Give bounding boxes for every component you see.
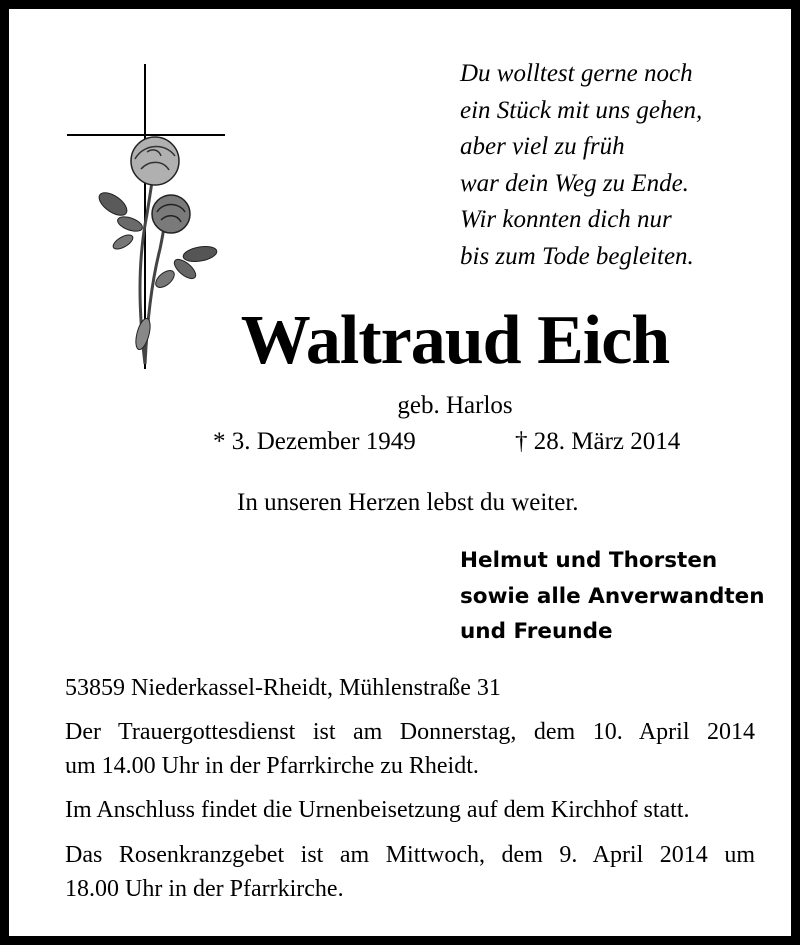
motto: In unseren Herzen lebst du weiter. — [237, 489, 579, 516]
mourners-line-2: sowie alle Anverwandten — [460, 583, 765, 609]
urn-burial: Im Anschluss findet die Urnenbeisetzung auf dem Kirchhof statt. — [65, 797, 690, 823]
funeral-service-line-2: um 14.00 Uhr in der Pfarrkirche zu Rheidt. — [65, 753, 479, 779]
mourners — [460, 543, 765, 650]
poem — [460, 56, 702, 275]
maiden-name: geb. Harlos — [397, 392, 513, 419]
poem-line-3: aber viel zu früh — [460, 133, 625, 160]
poem-line-1: Du wolltest gerne noch — [460, 60, 693, 87]
address: 53859 Niederkassel-Rheidt, Mühlenstraße 31 — [65, 675, 501, 701]
birth-date: * 3. Dezember 1949 — [213, 428, 416, 455]
rosary-prayer-line-1: Das Rosenkranzgebet ist am Mittwoch, dem 9. April 2014 um — [65, 842, 755, 868]
poem-line-6: bis zum Tode begleiten. — [460, 242, 694, 270]
poem-line-2: ein Stück mit uns gehen, — [460, 96, 703, 124]
mourners-line-1: Helmut und Thorsten — [460, 548, 718, 573]
deceased-name: Waltraud Eich — [240, 302, 670, 379]
poem-line-5: Wir konnten dich nur — [460, 206, 672, 233]
rosary-prayer-line-2: 18.00 Uhr in der Pfarrkirche. — [65, 876, 344, 902]
poem-line-4: war dein Weg zu Ende. — [460, 169, 689, 197]
death-date: † 28. März 2014 — [515, 428, 681, 455]
mourners-line-3: und Freunde — [460, 619, 613, 644]
funeral-service — [65, 715, 755, 783]
funeral-service-line-1: Der Trauergottesdienst ist am Donnerstag, dem 10. April 2014 — [65, 719, 755, 745]
rosary-prayer — [65, 838, 755, 906]
